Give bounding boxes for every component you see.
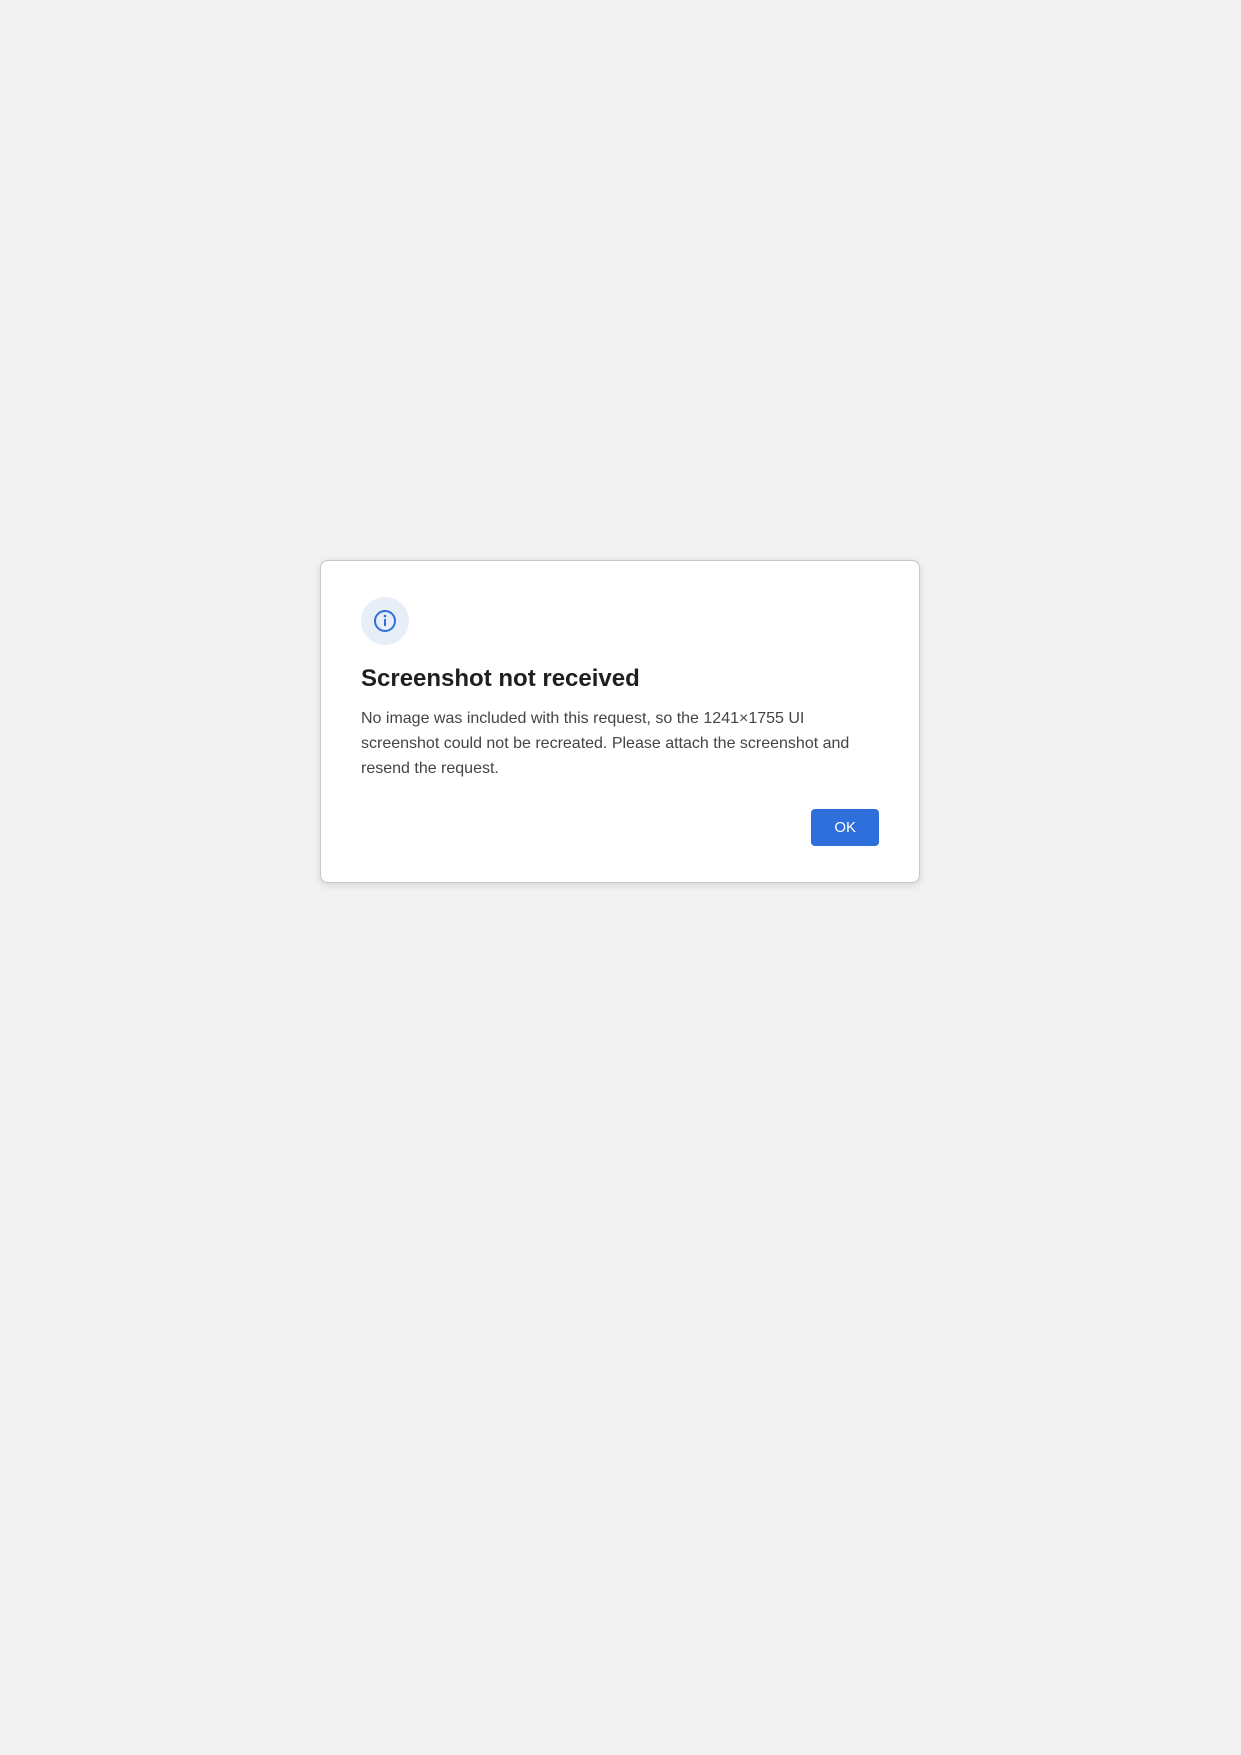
info-icon — [361, 597, 409, 645]
missing-image-notice — [320, 560, 920, 883]
notice-message: No image was included with this request, so the 1241×1755 UI screenshot could not be recreated. Please attach the screenshot and resend the request. — [361, 710, 850, 777]
ok-button[interactable]: OK — [811, 809, 879, 846]
notice-actions — [361, 809, 879, 846]
notice-title: Screenshot not received — [361, 665, 640, 692]
